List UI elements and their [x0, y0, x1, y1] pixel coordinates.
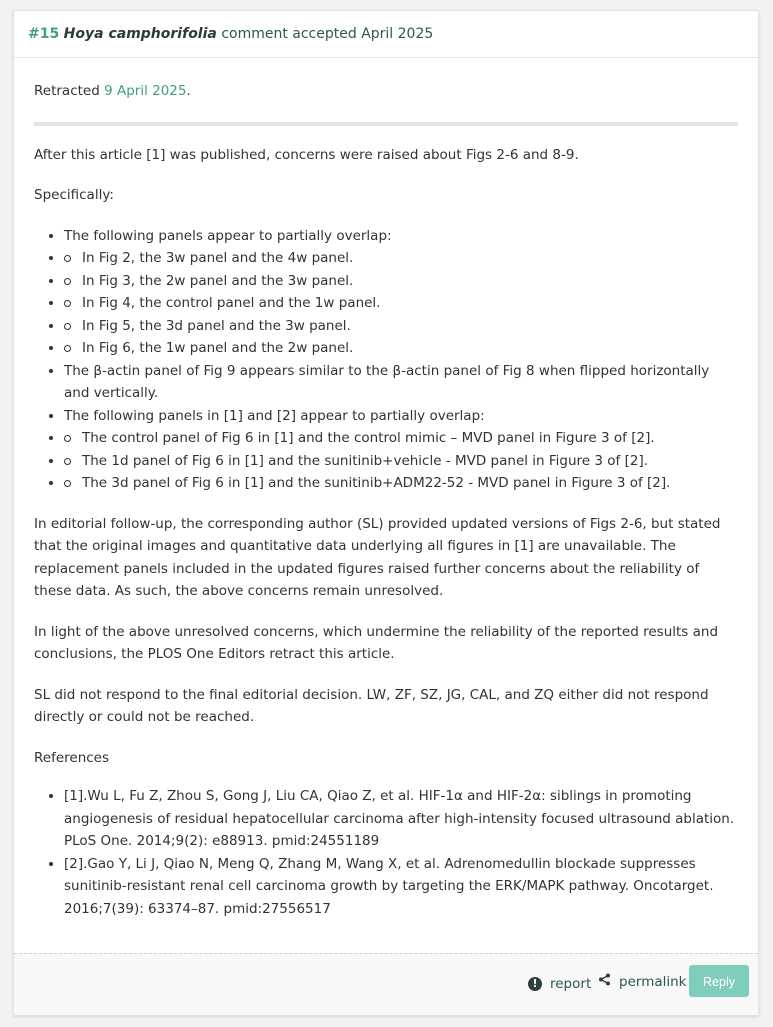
concern-subitem: • In Fig 5, the 3d panel and the 3w panel. — [64, 315, 738, 338]
comment-header — [14, 11, 758, 58]
concern-subitem: • In Fig 6, the 1w panel and the 2w panel. — [64, 337, 738, 360]
concern-subitem: • The 3d panel of Fig 6 in [1] and the sunitinib+ADM22-52 - MVD panel in Figure 3 of [2]. — [64, 472, 738, 495]
comment-body — [14, 58, 758, 920]
concern-subitem: • The control panel of Fig 6 in [1] and the control mimic – MVD panel in Figure 3 of [2]. — [64, 427, 738, 450]
retraction-suffix: . — [186, 83, 191, 99]
concern-subitem: • In Fig 3, the 2w panel and the 3w panel. — [64, 270, 738, 293]
retraction-notice — [34, 80, 738, 103]
reference-item: • [2].Gao Y, Li J, Qiao N, Meng Q, Zhang M, Wang X, et al. Adrenomedullin blockade suppresses sunitinib-resistant renal cell carcinoma growth by targeting the ERK/MAPK pathway. Oncotarget. 2016;7(39): 63374–87. pmid:27556517 — [64, 853, 738, 921]
concern-list — [34, 225, 738, 495]
concern-item: • The following panels in [1] and [2] appear to partially overlap: — [64, 405, 738, 428]
references-title: References — [34, 749, 110, 766]
concern-item: • The following panels appear to partially overlap: — [64, 225, 738, 248]
species-name[interactable]: Hoya camphorifolia — [63, 26, 217, 42]
concern-subitem: • The 1d panel of Fig 6 in [1] and the sunitinib+vehicle - MVD panel in Figure 3 of [2]. — [64, 450, 738, 473]
divider — [34, 122, 738, 126]
followup-paragraph: In editorial follow-up, the corresponding author (SL) provided updated versions of Figs 2-6, but stated that the original images and quantitative data underlying all figures in [1] are unavailable. The replacement panels included in the updated figures raised further concerns about the reliability of these data. As such, the above concerns remain unresolved. — [34, 515, 721, 599]
permalink-label: permalink — [619, 973, 687, 990]
comment-number[interactable]: #15 — [28, 26, 60, 42]
concern-subitem: • In Fig 4, the control panel and the 1w panel. — [64, 292, 738, 315]
report-link[interactable] — [528, 976, 591, 992]
comment-status[interactable]: comment accepted April 2025 — [221, 26, 434, 42]
comment-footer — [14, 953, 758, 1015]
reference-item: • [1].Wu L, Fu Z, Zhou S, Gong J, Liu CA, Qiao Z, et al. HIF-1α and HIF-2α: siblings in promoting angiogenesis of residual hepatocellular carcinoma after high-intensity focused ultrasound ablation. PLoS One. 2014;9(2): e88913. pmid:24551189 — [64, 785, 738, 853]
exclamation-icon: ! — [528, 977, 542, 991]
permalink-link[interactable] — [598, 973, 687, 990]
reply-button[interactable]: Reply — [689, 965, 749, 997]
concern-subitem: • In Fig 2, the 3w panel and the 4w panel. — [64, 247, 738, 270]
decision-paragraph: In light of the above unresolved concerns, which undermine the reliability of the reported results and conclusions, the PLOS One Editors retract this article. — [34, 623, 719, 662]
share-icon — [598, 973, 611, 990]
specifically-label: Specifically: — [34, 187, 114, 203]
concern-item: • The β-actin panel of Fig 9 appears similar to the β-actin panel of Fig 8 when flipped horizontally and vertically. — [64, 360, 738, 405]
comment-card — [13, 10, 759, 1016]
reference-list — [34, 785, 738, 920]
retraction-prefix: Retracted — [34, 83, 105, 99]
response-paragraph: SL did not respond to the final editorial decision. LW, ZF, SZ, JG, CAL, and ZQ either did not respond directly or could not be reached. — [34, 686, 709, 725]
intro-paragraph: After this article [1] was published, concerns were raised about Figs 2-6 and 8-9. — [34, 146, 579, 163]
report-label: report — [550, 976, 592, 992]
retraction-date-link[interactable]: 9 April 2025 — [104, 83, 187, 99]
